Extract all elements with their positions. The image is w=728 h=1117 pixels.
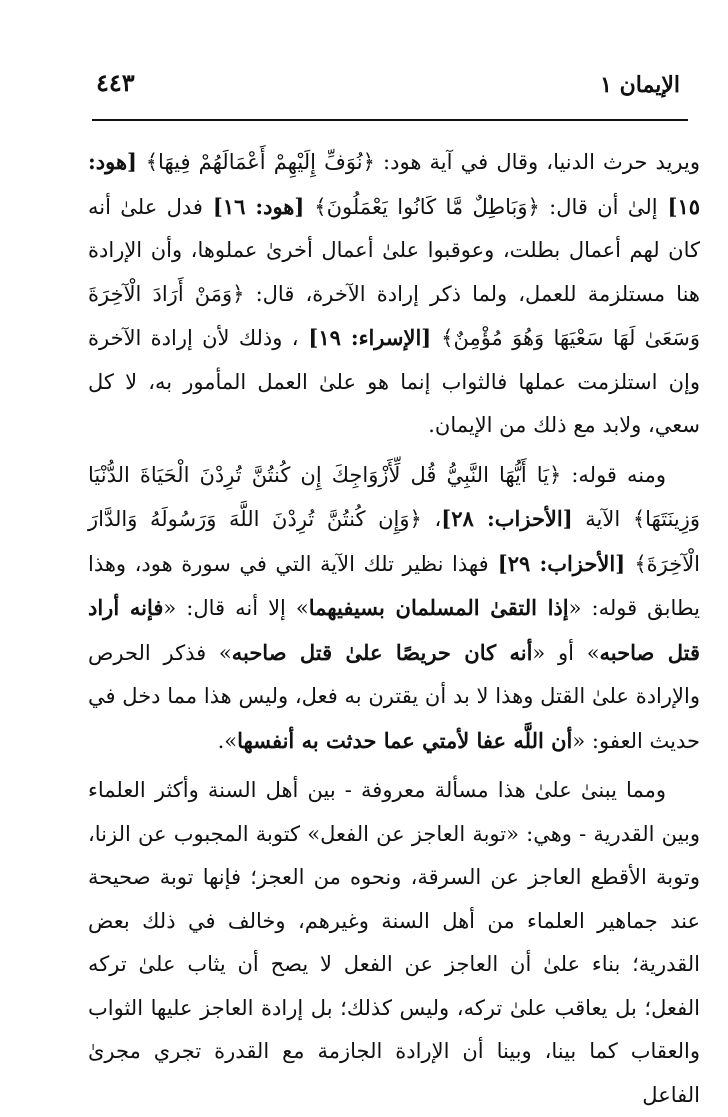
hadith-quote: إذا التقىٰ المسلمان بسيفيهما [308, 595, 569, 620]
text-segment: ». [217, 728, 238, 753]
page-number: ٤٤٣ [96, 68, 135, 97]
text-segment: فهذا نظير تلك الآية التي في سورة هود، وهذا يطابق قوله: « [88, 551, 700, 620]
text-segment: فدل علىٰ أنه كان لهم أعمال بطلت، وعوقبوا علىٰ أعمال أخرىٰ عملوها، وأن الإرادة هنا مستلزمة للعمل، ولما ذكر إرادة الآخرة، قال: [88, 194, 700, 306]
header-divider [92, 119, 688, 121]
text-segment: ومما يبنىٰ علىٰ هذا مسألة معروفة - بين أهل السنة وأكثر العلماء وبين القدرية - وهي: «توبة العاجز عن الفعل» كتوبة المجبوب عن الزنا، وتوبة الأقطع العاجز عن السرقة، ونحوه من العجز؛ فإنها توبة صحيحة عند جماهير العلماء من أهل السنة وغيرهم، وخالف في ذلك بعض القدرية؛ بناء علىٰ أن العاجز عن الفعل لا يصح أن يثاب علىٰ تركه الفعل؛ بل يعاقب علىٰ تركه، وليس كذلك؛ بل إرادة العاجز عليها الثواب والعقاب كما بينا، وبينا أن الإرادة الجازمة مع القدرة تجري مجرىٰ الفاعل [88, 778, 700, 1107]
verse-reference: [هود: ١٦] [202, 193, 315, 219]
running-title: الإيمان ١ [600, 72, 680, 98]
text-segment: إلىٰ أن قال: [539, 194, 658, 219]
hadith-quote: فإنه أراد قتل صاحبه [88, 595, 700, 665]
text-segment: ، وذلك لأن إرادة الآخرة وإن استلزمت عملها فالثواب إنما هو علىٰ العمل المأمور به، لا كل سعي، ولابد مع ذلك من الإيمان. [88, 326, 700, 437]
quran-verse: ﴿يَا أَيُّهَا النَّبِيُّ قُل لِّأَزْوَاجِكَ إِن كُنتُنَّ تُرِدْنَ الْحَيَاةَ الدُّنْيَا وَزِينَتَهَا﴾ [88, 462, 701, 531]
quran-verse: ﴿نُوَفِّ إِلَيْهِمْ أَعْمَالَهُمْ فِيهَا﴾ [145, 150, 375, 174]
quran-verse: ﴿وَمَنْ أَرَادَ الْآخِرَةَ وَسَعَىٰ لَهَا سَعْيَهَا وَهُوَ مُؤْمِنٌ﴾ [88, 281, 701, 350]
text-segment: ، [421, 507, 442, 531]
text-segment: » إلا أنه قال: « [163, 596, 309, 620]
verse-reference: [الأحزاب: ٢٩] [488, 550, 635, 576]
verse-reference: [هود: ١٥] [88, 149, 701, 219]
verse-reference: [الإسراء: ١٩] [298, 325, 442, 350]
body-text [88, 140, 700, 1117]
hadith-quote: أنه كان حريصًا علىٰ قتل صاحبه [231, 639, 533, 665]
paragraph [88, 769, 700, 1117]
verse-reference: [الأحزاب: ٢٨] [441, 506, 573, 531]
paragraph [88, 454, 700, 764]
text-segment: الآية [572, 507, 633, 531]
quran-verse: ﴿وَبَاطِلٌ مَّا كَانُوا يَعْمَلُونَ﴾ [314, 194, 540, 219]
text-segment: ومنه قوله: [561, 462, 666, 487]
text-segment: ويريد حرث الدنيا، وقال في آية هود: [374, 150, 700, 174]
paragraph [88, 140, 700, 448]
text-segment: » أو « [532, 640, 600, 665]
quran-verse: ﴿وَإِن كُنتُنَّ تُرِدْنَ اللَّهَ وَرَسُولَهُ وَالدَّارَ الْآخِرَةَ﴾ [88, 507, 700, 576]
hadith-quote: أن اللَّه عفا لأمتي عما حدثت به أنفسها [237, 727, 573, 753]
page-header [92, 66, 684, 106]
text-segment: » فذكر الحرص والإرادة علىٰ القتل وهذا لا بد أن يقترن به فعل، وليس هذا مما دخل في حديث العفو: « [88, 640, 700, 753]
